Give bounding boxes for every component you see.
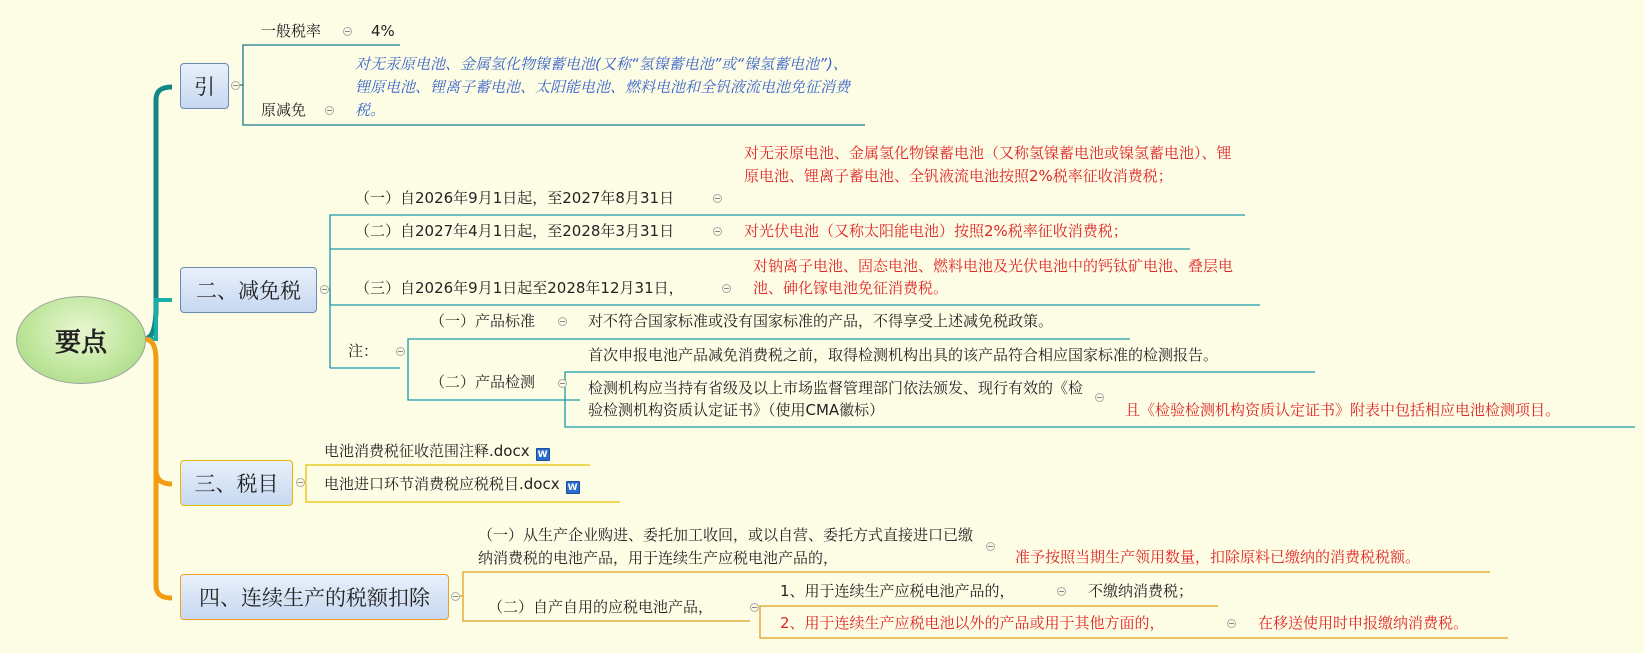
note-standard-text: 对不符合国家标准或没有国家标准的产品，不得享受上述减免税政策。 xyxy=(588,312,1054,330)
deduction-item-2-label: （二）自产自用的应税电池产品， xyxy=(488,598,714,616)
collapse-toggle-icon[interactable] xyxy=(451,592,460,601)
topic-tax-relief-label: 二、减免税 xyxy=(196,279,301,303)
collapse-toggle-icon[interactable] xyxy=(558,379,567,388)
collapse-toggle-icon[interactable] xyxy=(713,227,722,236)
topic-continuous-production[interactable] xyxy=(180,574,449,620)
deduction-item-2-sub-1-result: 不缴纳消费税； xyxy=(1088,582,1194,600)
root-label: 要点 xyxy=(54,327,107,358)
root-topic[interactable] xyxy=(16,296,146,384)
relief-item-3-detail: 对钠离子电池、固态电池、燃料电池及光伏电池中的钙钛矿电池、叠层电池、砷化镓电池免征消费税。 xyxy=(753,257,1234,297)
word-doc-icon: W xyxy=(566,481,580,494)
relief-item-2-detail: 对光伏电池（又称太阳能电池）按照2%税率征收消费税； xyxy=(744,222,1128,240)
topic-continuous-production-label: 四、连续生产的税额扣除 xyxy=(199,586,430,610)
deduction-item-2-sub-2: 2、用于连续生产应税电池以外的产品或用于其他方面的， xyxy=(780,614,1165,632)
collapse-toggle-icon[interactable] xyxy=(325,106,334,115)
collapse-toggle-icon[interactable] xyxy=(296,478,305,487)
general-tax-rate-value: 4% xyxy=(371,22,395,40)
collapse-toggle-icon[interactable] xyxy=(986,542,995,551)
file-link-import-items[interactable] xyxy=(324,474,580,494)
topic-intro[interactable] xyxy=(180,63,229,109)
relief-item-1-label: （一）自2026年9月1日起，至2027年8月31日 xyxy=(355,189,675,207)
collapse-toggle-icon[interactable] xyxy=(1095,393,1104,402)
collapse-toggle-icon[interactable] xyxy=(1057,587,1066,596)
collapse-toggle-icon[interactable] xyxy=(343,27,352,36)
note-standard-label: （一）产品标准 xyxy=(430,312,536,330)
collapse-toggle-icon[interactable] xyxy=(722,284,731,293)
word-doc-icon: W xyxy=(536,448,550,461)
deduction-item-2-sub-2-result: 在移送使用时申报缴纳消费税。 xyxy=(1258,614,1469,632)
note-testing-text-3: 且《检验检测机构资质认定证书》附表中包括相应电池检测项目。 xyxy=(1125,401,1561,419)
deduction-item-1-text: （一）从生产企业购进、委托加工收回，或以自营、委托方式直接进口已缴纳消费税的电池产品，用于连续生产应税电池产品的， xyxy=(478,526,974,567)
collapse-toggle-icon[interactable] xyxy=(231,81,240,90)
collapse-toggle-icon[interactable] xyxy=(558,317,567,326)
collapse-toggle-icon[interactable] xyxy=(750,603,759,612)
note-label: 注： xyxy=(348,342,379,360)
original-relief-text: 对无汞原电池、金属氢化物镍蓄电池(又称“氢镍蓄电池”或“镍氢蓄电池”)、锂原电池、锂离子蓄电池、太阳能电池、燃料电池和全钒液流电池免征消费税。 xyxy=(355,55,851,119)
note-testing-text-1: 首次申报电池产品减免消费税之前，取得检测机构出具的该产品符合相应国家标准的检测报告。 xyxy=(588,346,1219,364)
note-testing-text-2: 检测机构应当持有省级及以上市场监督管理部门依法颁发、现行有效的《检验检测机构资质认定证书》（使用CMA徽标） xyxy=(588,379,1084,419)
topic-tax-relief[interactable] xyxy=(180,267,317,313)
relief-item-3-label: （三）自2026年9月1日起至2028年12月31日， xyxy=(355,279,684,297)
collapse-toggle-icon[interactable] xyxy=(396,347,405,356)
file-link-scope-notes[interactable] xyxy=(324,441,550,461)
file-name: 电池进口环节消费税应税税目.docx xyxy=(324,475,560,493)
topic-tax-items[interactable] xyxy=(180,460,293,506)
file-name: 电池消费税征收范围注释.docx xyxy=(324,442,530,460)
relief-item-2-label: （二）自2027年4月1日起，至2028年3月31日 xyxy=(355,222,675,240)
deduction-item-2-sub-1: 1、用于连续生产应税电池产品的， xyxy=(780,582,1015,600)
topic-intro-label: 引 xyxy=(194,75,215,99)
general-tax-rate-label: 一般税率 xyxy=(261,22,322,40)
collapse-toggle-icon[interactable] xyxy=(1227,619,1236,628)
deduction-item-1-result: 准予按照当期生产领用数量，扣除原料已缴纳的消费税税额。 xyxy=(1015,548,1421,566)
collapse-toggle-icon[interactable] xyxy=(320,285,329,294)
note-testing-label: （二）产品检测 xyxy=(430,373,536,391)
topic-tax-items-label: 三、税目 xyxy=(194,472,279,496)
relief-item-1-detail: 对无汞原电池、金属氢化物镍蓄电池（又称氢镍蓄电池或镍氢蓄电池）、锂原电池、锂离子蓄电池、全钒液流电池按照2%税率征收消费税； xyxy=(744,144,1232,185)
original-relief-label: 原减免 xyxy=(261,101,307,119)
collapse-toggle-icon[interactable] xyxy=(713,194,722,203)
